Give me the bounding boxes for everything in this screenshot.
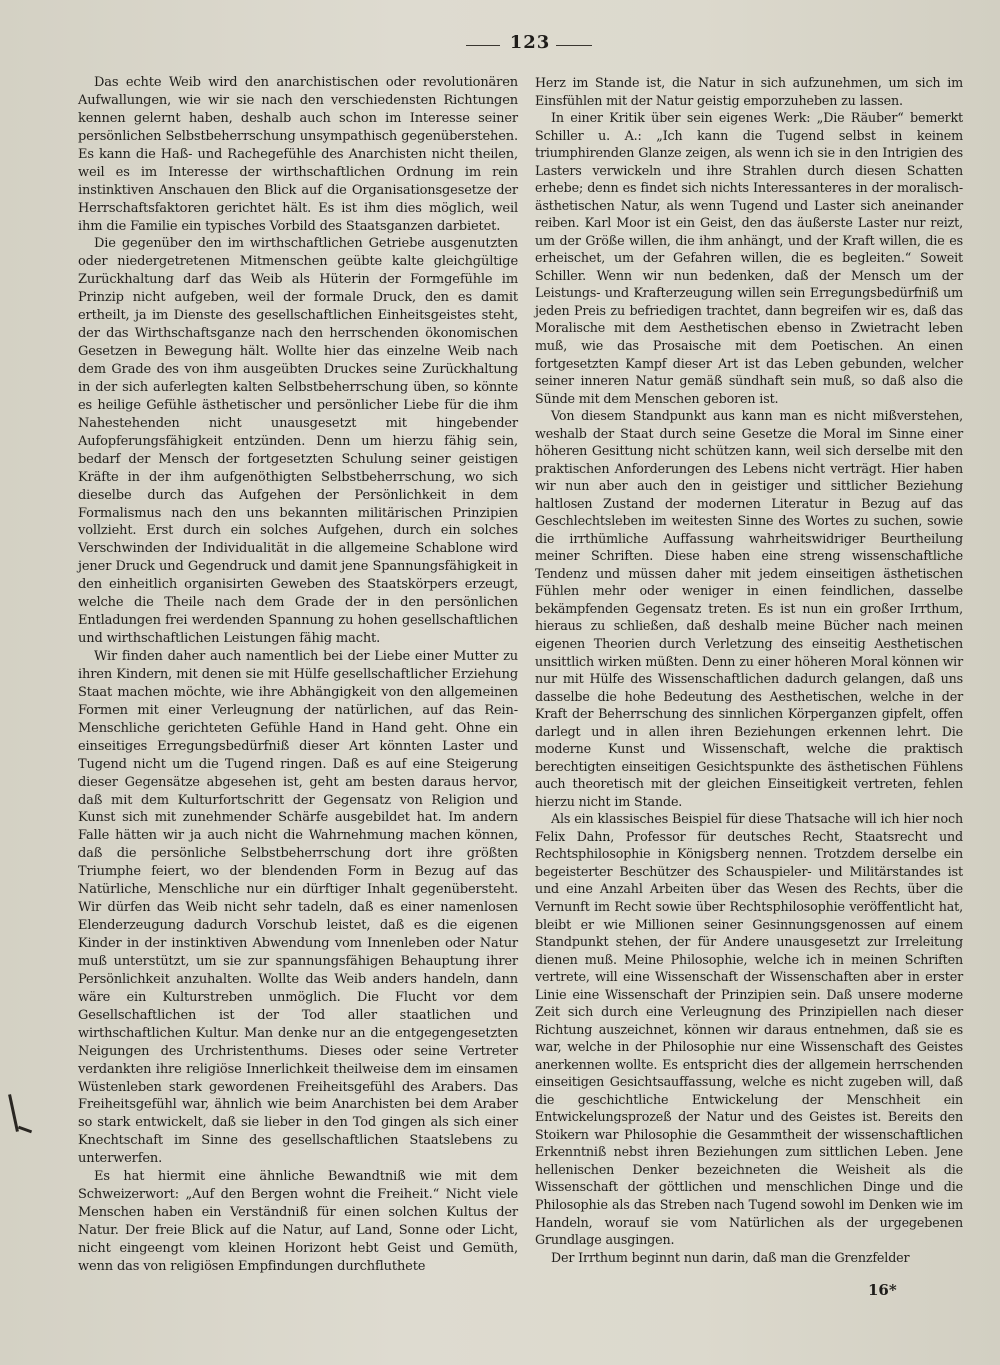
margin-pen-mark (8, 1094, 19, 1132)
left-paragraph-2: Die gegenüber den im wirthschaftlichen Getriebe ausgenutzten oder niedergetretenen Mitmenschen geübte kalte gleichgültige Zurückhaltung darf das Weib als Hüterin der Formgefühle im Prinzip nicht aufgeben, weil der formale Druck, den es damit ertheilt, ja im Dienste des gesellschaftlichen Einheitsgeistes steht, der das Wirthschaftsganze nach den herrschenden ökonomischen Gesetzen in Bewegung hält. Wollte hier das einzelne Weib nach dem Grade des von ihm ausgeübten Druckes seine Zurückhaltung in der sich auferlegten kalten Selbstbeherrschung üben, so könnte es heilige Gefühle ästhetischer und persönlicher Liebe für die ihm Nahestehenden nicht unausgesetzt mit hingebender Aufopferungsfähigkeit entzünden. Denn um hierzu fähig sein, bedarf der Mensch der fortgesetzten Schulung seiner geistigen Kräfte in der ihm aufgenöthigten Selbstbeherrschung, wo sich dieselbe durch das Aufgehen der Persönlichkeit in dem Formalismus nach den uns bekannten militärischen Prinzipien vollzieht. Erst durch ein solches Aufgehen, durch ein solches Verschwinden der Individualität in die allgemeine Schablone wird jener Druck und Gegendruck und damit jene Spannungsfähigkeit in den einheitlich organisirten Geweben des Staatskörpers erzeugt, welche die Theile nach dem Grade der in den persönlichen Entladungen frei werdenden Spannung zu hohen gesellschaftlichen und wirthschaftlichen Leistungen fähig macht. (78, 236, 518, 647)
left-paragraph-4: Es hat hiermit eine ähnliche Bewandtniß wie mit dem Schweizerwort: „Auf den Bergen wohnt die Freiheit.“ Nicht viele Menschen haben ein Verständniß für einen solchen Kultus der Natur. Der freie Blick auf die Natur, auf Land, Sonne oder Licht, nicht eingeengt vom kleinen Horizont hebt Geist und Gemüth, wenn das von religiösen Empfindungen durchfluthete (78, 1169, 518, 1274)
page-header (0, 30, 1000, 58)
margin-pen-mark-tail (18, 1126, 32, 1134)
header-rule-right (556, 45, 592, 46)
right-paragraph-5: Der Irrthum beginnt nun darin, daß man die Grenzfelder (551, 1249, 910, 1265)
header-rule-left (466, 45, 500, 46)
page-number: 123 (509, 32, 551, 53)
left-column (78, 74, 518, 1276)
left-paragraph-1: Das echte Weib wird den anarchistischen oder revolutionären Aufwallungen, wie wir sie nach den verschiedensten Richtungen kennen gelernt haben, deshalb auch schon im Interesse seiner persönlichen Selbstbeherrschung unsympathisch gegenüberstehen. Es kann die Haß- und Rachegefühle des Anarchisten nicht theilen, weil es im Interesse der wirthschaftlichen Ordnung im rein instinktiven Anschauen den Blick auf die Organisationsgesetze der Herrschaftsfaktoren gerichtet hält. Es ist ihm dies möglich, weil ihm die Familie ein typisches Vorbild des Staatsganzen darbietet. (78, 75, 518, 234)
right-paragraph-4: Als ein klassisches Beispiel für diese Thatsache will ich hier noch Felix Dahn, Professor für deutsches Recht, Staatsrecht und Rechtsphilosophie in Königsberg nennen. Trotzdem derselbe ein begeisterter Beschützer des Schauspieler- und Militärstandes ist und eine Anzahl Arbeiten über das Wesen des Rechts, über die Vernunft im Recht sowie über Rechtsphilosophie veröffentlicht hat, bleibt er wie Millionen seiner Gesinnungsgenossen auf einem Standpunkt stehen, der für Andere unausgesetzt zur Irreleitung dienen muß. Meine Philosophie, welche ich in meinen Schriften vertrete, will eine Wissenschaft der Wissenschaften aber in erster Linie eine Wissenschaft der Prinzipien sein. Daß unsere moderne Zeit sich durch eine Verleugnung des Prinzipiellen nach dieser Richtung auszeichnet, können wir daraus entnehmen, daß sie es war, welche in der Philosophie nur eine Wissenschaft des Geistes anerkennen wollte. Es entspricht dies der allgemein herrschenden einseitigen Gesichtsauffassung, welche es nicht zugeben will, daß die geschichtliche Entwickelung der Menschheit ein Entwickelungsprozeß der Natur und des Geistes ist. Bereits den Stoikern war Philosophie die Gesammtheit der wissenschaftlichen Erkenntniß nebst ihren Beziehungen zum sittlichen Leben. Jene hellenischen Denker bezeichneten die Weisheit als die Wissenschaft der göttlichen und menschlichen Dinge und die Philosophie als das Streben nach Tugend sowohl im Denken wie im Handeln, worauf sie vom Natürlichen als der urgegebenen Grundlage ausgingen. (535, 811, 963, 1248)
left-paragraph-3: Wir finden daher auch namentlich bei der Liebe einer Mutter zu ihren Kindern, mit denen sie mit Hülfe gesellschaftlicher Erziehung Staat machen möchte, wie ihre Abhängigkeit von den allgemeinen Formen mit einer Verleugnung der natürlichen, auf das Rein-Menschliche gerichteten Gefühle Hand in Hand geht. Ohne ein einseitiges Erregungsbedürfniß dieser Art könnten Laster und Tugend nicht um die Tugend ringen. Daß es auf eine Steigerung dieser Gegensätze abgesehen ist, geht am besten daraus hervor, daß mit dem Kulturfortschritt der Gegensatz von Religion und Kunst sich mit zunehmender Schärfe ausgebildet hat. Im andern Falle hätten wir ja auch nicht die Wahrnehmung machen können, daß die persönliche Selbstbeherrschung dort ihre größten Triumphe feiert, wo der blendenden Form in Bezug auf das Natürliche, Menschliche nur ein dürftiger Inhalt gegenübersteht. Wir dürfen das Weib nicht sehr tadeln, daß es einer namenlosen Elenderzeugung dadurch Vorschub leistet, daß es die eigenen Kinder in der instinktiven Abwendung vom Innenleben oder Natur muß unterstützt, um sie zur spannungsfähigen Behauptung ihrer Persönlichkeit anzuhalten. Wollte das Weib anders handeln, dann wäre ein Kulturstreben unmöglich. Die Flucht vor dem Gesellschaftlichen ist der Tod aller staatlichen und wirthschaftlichen Kultur. Man denke nur an die entgegengesetzten Neigungen des Urchristenthums. Dieses oder seine Vertreter verdankten ihre religiöse Innerlichkeit theilweise dem im einsamen Wüstenleben stark gewordenen Freiheitsgefühl des Arabers. Das Freiheitsgefühl war, ähnlich wie beim Anarchisten bei dem Araber so stark entwickelt, daß sie lieber in den Tod gingen als sich einer Knechtschaft im Sinne des gesellschaftlichen Staatslebens zu unterwerfen. (78, 649, 518, 1167)
right-paragraph-1: Herz im Stande ist, die Natur in sich aufzunehmen, um sich im Einsfühlen mit der Natur geistig emporzuheben zu lassen. (535, 75, 963, 108)
right-column (535, 74, 963, 1266)
right-paragraph-3: Von diesem Standpunkt aus kann man es nicht mißverstehen, weshalb der Staat durch seine Gesetze die Moral im Sinne einer höheren Gesittung nicht schützen kann, weil sich derselbe mit den praktischen Anforderungen des Lebens nicht verträgt. Hier haben wir nun aber auch den in geistiger und sittlicher Beziehung haltlosen Zustand der modernen Literatur in Bezug auf das Geschlechtsleben im weitesten Sinne des Wortes zu suchen, sowie die irrthümliche Auffassung wahrheitswidriger Beurtheilung meiner Schriften. Diese haben eine streng wissenschaftliche Tendenz und müssen daher mit jedem einseitigen ästhetischen Fühlen mehr oder weniger in einen feindlichen, dasselbe bekämpfenden Gegensatz treten. Es ist nun ein großer Irrthum, hieraus zu schließen, daß deshalb meine Bücher nach meinen eigenen Theorien durch Verletzung des einseitig Aesthetischen unsittlich wirken müßten. Denn zu einer höheren Moral können wir nur mit Hülfe des Wissenschaftlichen dadurch gelangen, daß uns dasselbe die hohe Bedeutung des Aesthetischen, welche in der Kraft der Beherrschung des sinnlichen Körperganzen gipfelt, offen darlegt und in allen ihren Beziehungen erkennen lehrt. Die moderne Kunst und Wissenschaft, welche die praktisch berechtigten einseitigen Gesichtspunkte des ästhetischen Fühlens auch theoretisch mit der gleichen Einseitigkeit vertreten, fehlen hierzu nicht im Stande. (535, 408, 963, 809)
right-paragraph-2: In einer Kritik über sein eigenes Werk: „Die Räuber“ bemerkt Schiller u. A.: „Ich kann die Tugend selbst in keinem triumphirenden Glanze zeigen, als wenn ich sie in den Intrigien des Lasters verwickeln und ihre Strahlen durch diesen Schatten erhebe; denn es findet sich nichts Interessanteres in der moralisch-ästhetischen Natur, als wenn Tugend und Laster sich aneinander reiben. Karl Moor ist ein Geist, den das äußerste Laster nur reizt, um der Größe willen, die ihm anhängt, und der Kraft willen, die es erheischet, um der Gefahren willen, die es begleiten.“ Soweit Schiller. Wenn wir nun bedenken, daß der Mensch um der Leistungs- und Krafterzeugung willen sein Erregungsbedürfniß um jeden Preis zu befriedigen trachtet, dann begreifen wir es, daß das Moralische mit dem Aesthetischen ebenso in Zwietracht leben muß, wie das Prosaische mit dem Poetischen. An einen fortgesetzten Kampf dieser Art ist das Leben gebunden, welcher seiner inneren Natur gemäß sündhaft sein muß, so daß also die Sünde mit dem Menschen geboren ist. (535, 110, 963, 406)
signature-mark: 16* (868, 1281, 897, 1299)
